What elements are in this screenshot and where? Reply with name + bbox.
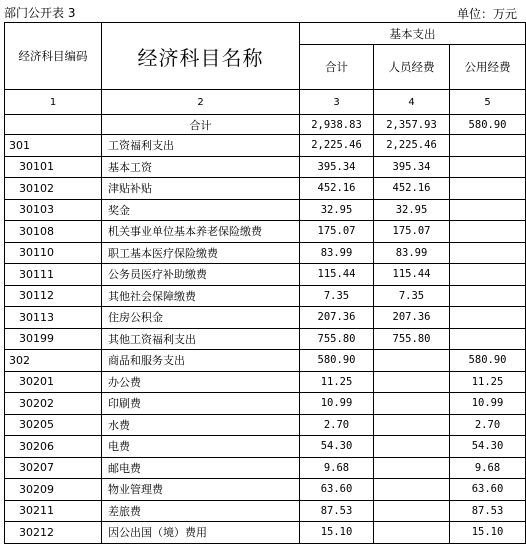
total-cell: 87.53 bbox=[300, 500, 374, 522]
personnel-cell: 7.35 bbox=[374, 285, 450, 307]
table-row bbox=[5, 350, 526, 372]
header-basic-expenditure: 基本支出 bbox=[300, 23, 526, 45]
table-title: 部门公开表 3 bbox=[4, 6, 76, 20]
total-cell: 83.99 bbox=[300, 242, 374, 264]
personnel-cell bbox=[374, 414, 450, 436]
total-cell: 755.80 bbox=[300, 328, 374, 350]
name-cell: 公务员医疗补助缴费 bbox=[102, 264, 300, 286]
code-cell: 30212 bbox=[5, 522, 102, 544]
code-cell: 30110 bbox=[5, 242, 102, 264]
personnel-cell: 32.95 bbox=[374, 199, 450, 221]
personnel-cell bbox=[374, 436, 450, 458]
name-cell: 印刷费 bbox=[102, 393, 300, 415]
name-cell: 差旅费 bbox=[102, 500, 300, 522]
public-cell: 11.25 bbox=[450, 371, 526, 393]
name-cell: 津贴补贴 bbox=[102, 178, 300, 200]
expenditure-table bbox=[4, 22, 526, 544]
index-cell: 2 bbox=[102, 90, 300, 115]
total-cell: 63.60 bbox=[300, 479, 374, 501]
name-cell: 物业管理费 bbox=[102, 479, 300, 501]
code-cell: 30202 bbox=[5, 393, 102, 415]
personnel-cell bbox=[374, 457, 450, 479]
total-row bbox=[5, 115, 526, 135]
public-cell bbox=[450, 135, 526, 157]
total-cell: 54.30 bbox=[300, 436, 374, 458]
total-cell: 9.68 bbox=[300, 457, 374, 479]
public-cell bbox=[450, 307, 526, 329]
name-cell: 水费 bbox=[102, 414, 300, 436]
total-cell: 2.70 bbox=[300, 414, 374, 436]
code-cell: 30103 bbox=[5, 199, 102, 221]
public-cell bbox=[450, 156, 526, 178]
name-cell: 其他工资福利支出 bbox=[102, 328, 300, 350]
code-cell: 30101 bbox=[5, 156, 102, 178]
code-cell: 301 bbox=[5, 135, 102, 157]
total-cell: 207.36 bbox=[300, 307, 374, 329]
public-cell: 580.90 bbox=[450, 350, 526, 372]
total-cell: 7.35 bbox=[300, 285, 374, 307]
name-cell: 职工基本医疗保险缴费 bbox=[102, 242, 300, 264]
public-cell bbox=[450, 199, 526, 221]
table-row bbox=[5, 328, 526, 350]
table-row bbox=[5, 436, 526, 458]
table-row bbox=[5, 199, 526, 221]
index-cell: 3 bbox=[300, 90, 374, 115]
public-cell: 10.99 bbox=[450, 393, 526, 415]
table-row bbox=[5, 242, 526, 264]
public-cell: 63.60 bbox=[450, 479, 526, 501]
header-name: 经济科目名称 bbox=[102, 23, 300, 90]
code-cell: 302 bbox=[5, 350, 102, 372]
code-cell: 30108 bbox=[5, 221, 102, 243]
header-col-personnel: 人员经费 bbox=[374, 45, 450, 90]
name-cell: 商品和服务支出 bbox=[102, 350, 300, 372]
table-row bbox=[5, 135, 526, 157]
personnel-cell: 115.44 bbox=[374, 264, 450, 286]
total-sum: 2,938.83 bbox=[300, 115, 374, 135]
total-code-cell bbox=[5, 115, 102, 135]
name-cell: 其他社会保障缴费 bbox=[102, 285, 300, 307]
header-code: 经济科目编码 bbox=[5, 23, 102, 90]
header-col-total: 合计 bbox=[300, 45, 374, 90]
public-cell bbox=[450, 328, 526, 350]
code-cell: 30201 bbox=[5, 371, 102, 393]
total-cell: 15.10 bbox=[300, 522, 374, 544]
personnel-cell bbox=[374, 500, 450, 522]
personnel-cell: 395.34 bbox=[374, 156, 450, 178]
code-cell: 30211 bbox=[5, 500, 102, 522]
table-row bbox=[5, 285, 526, 307]
personnel-cell bbox=[374, 350, 450, 372]
table-row bbox=[5, 414, 526, 436]
total-personnel: 2,357.93 bbox=[374, 115, 450, 135]
public-cell bbox=[450, 221, 526, 243]
unit-label: 单位：万元 bbox=[456, 7, 517, 21]
code-cell: 30199 bbox=[5, 328, 102, 350]
personnel-cell: 755.80 bbox=[374, 328, 450, 350]
personnel-cell bbox=[374, 522, 450, 544]
code-cell: 30112 bbox=[5, 285, 102, 307]
total-cell: 452.16 bbox=[300, 178, 374, 200]
personnel-cell bbox=[374, 479, 450, 501]
table-row bbox=[5, 393, 526, 415]
index-cell: 5 bbox=[450, 90, 526, 115]
name-cell: 邮电费 bbox=[102, 457, 300, 479]
table-row bbox=[5, 522, 526, 544]
table-row bbox=[5, 221, 526, 243]
table-row bbox=[5, 307, 526, 329]
public-cell: 2.70 bbox=[450, 414, 526, 436]
table-row bbox=[5, 156, 526, 178]
public-cell bbox=[450, 178, 526, 200]
total-cell: 11.25 bbox=[300, 371, 374, 393]
total-cell: 395.34 bbox=[300, 156, 374, 178]
public-cell: 54.30 bbox=[450, 436, 526, 458]
personnel-cell: 83.99 bbox=[374, 242, 450, 264]
personnel-cell: 452.16 bbox=[374, 178, 450, 200]
total-cell: 580.90 bbox=[300, 350, 374, 372]
total-cell: 115.44 bbox=[300, 264, 374, 286]
personnel-cell: 175.07 bbox=[374, 221, 450, 243]
table-row bbox=[5, 479, 526, 501]
personnel-cell bbox=[374, 393, 450, 415]
public-cell bbox=[450, 242, 526, 264]
code-cell: 30205 bbox=[5, 414, 102, 436]
public-cell: 15.10 bbox=[450, 522, 526, 544]
total-cell: 32.95 bbox=[300, 199, 374, 221]
index-cell: 1 bbox=[5, 90, 102, 115]
total-cell: 10.99 bbox=[300, 393, 374, 415]
public-cell: 9.68 bbox=[450, 457, 526, 479]
name-cell: 住房公积金 bbox=[102, 307, 300, 329]
index-cell: 4 bbox=[374, 90, 450, 115]
table-row bbox=[5, 500, 526, 522]
header-col-public: 公用经费 bbox=[450, 45, 526, 90]
name-cell: 奖金 bbox=[102, 199, 300, 221]
public-cell: 87.53 bbox=[450, 500, 526, 522]
name-cell: 工资福利支出 bbox=[102, 135, 300, 157]
table-row bbox=[5, 264, 526, 286]
personnel-cell bbox=[374, 371, 450, 393]
total-public: 580.90 bbox=[450, 115, 526, 135]
total-cell: 2,225.46 bbox=[300, 135, 374, 157]
name-cell: 因公出国（境）费用 bbox=[102, 522, 300, 544]
name-cell: 办公费 bbox=[102, 371, 300, 393]
personnel-cell: 207.36 bbox=[374, 307, 450, 329]
name-cell: 基本工资 bbox=[102, 156, 300, 178]
name-cell: 机关事业单位基本养老保险缴费 bbox=[102, 221, 300, 243]
table-row bbox=[5, 178, 526, 200]
total-label: 合计 bbox=[102, 115, 300, 135]
code-cell: 30206 bbox=[5, 436, 102, 458]
table-row bbox=[5, 457, 526, 479]
table-row bbox=[5, 371, 526, 393]
code-cell: 30111 bbox=[5, 264, 102, 286]
code-cell: 30102 bbox=[5, 178, 102, 200]
code-cell: 30113 bbox=[5, 307, 102, 329]
code-cell: 30207 bbox=[5, 457, 102, 479]
public-cell bbox=[450, 264, 526, 286]
public-cell bbox=[450, 285, 526, 307]
total-cell: 175.07 bbox=[300, 221, 374, 243]
name-cell: 电费 bbox=[102, 436, 300, 458]
personnel-cell: 2,225.46 bbox=[374, 135, 450, 157]
code-cell: 30209 bbox=[5, 479, 102, 501]
